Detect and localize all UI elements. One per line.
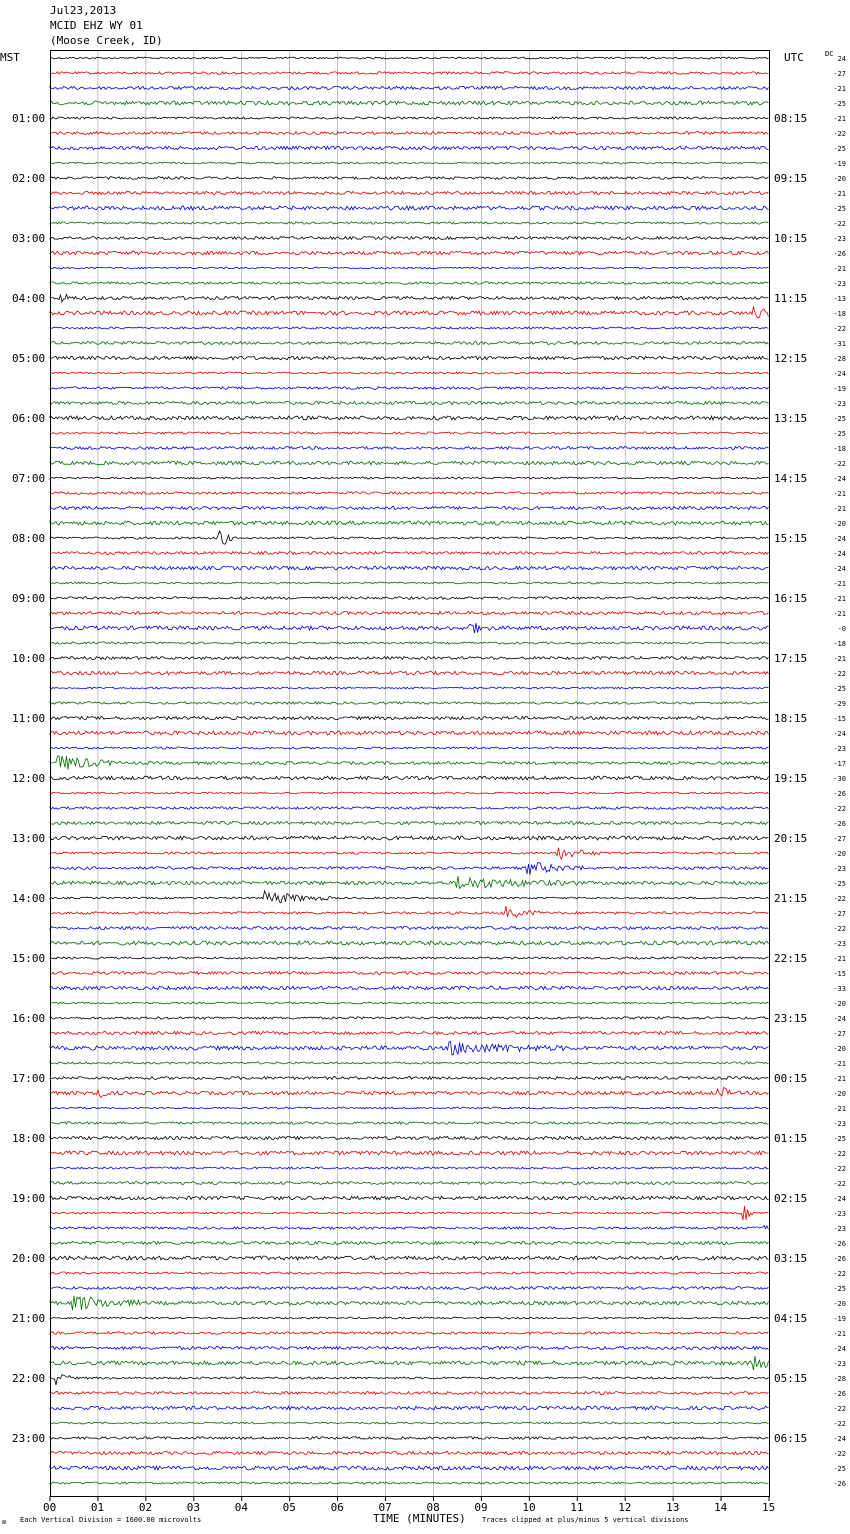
dc-offset-label: -24 xyxy=(833,535,846,543)
dc-offset-label: -31 xyxy=(833,340,846,348)
dc-offset-label: -25 xyxy=(833,145,846,153)
trace-row-42 xyxy=(50,687,769,689)
trace-row-33 xyxy=(50,552,769,555)
trace-row-21 xyxy=(50,372,769,374)
trace-row-12 xyxy=(50,237,769,240)
trace-row-7 xyxy=(50,162,769,164)
chart-date: Jul23,2013 xyxy=(50,4,117,17)
dc-offset-label: -21 xyxy=(833,580,846,588)
trace-row-53 xyxy=(50,848,769,860)
dc-offset-label: -21 xyxy=(833,505,846,513)
x-tick-label-02: 02 xyxy=(138,1501,153,1514)
trace-row-51 xyxy=(50,821,769,824)
trace-row-34 xyxy=(50,566,769,570)
trace-row-73 xyxy=(50,1151,769,1155)
left-hour-label: 09:00 xyxy=(12,592,46,605)
dc-offset-label: -23 xyxy=(833,400,846,408)
trace-row-86 xyxy=(50,1346,769,1349)
dc-offset-label: -26 xyxy=(833,1390,846,1398)
trace-row-0 xyxy=(50,57,769,59)
dc-offset-label: -25 xyxy=(833,415,846,423)
trace-row-95 xyxy=(50,1482,769,1484)
dc-offset-label: -28 xyxy=(833,1375,846,1383)
right-hour-label: 09:15 xyxy=(774,172,808,185)
right-hour-label: 02:15 xyxy=(774,1192,808,1205)
right-hour-label: 06:15 xyxy=(774,1432,808,1445)
dc-offset-label: -21 xyxy=(833,595,846,603)
trace-row-41 xyxy=(50,671,769,675)
left-hour-label: 11:00 xyxy=(12,712,46,725)
left-hour-label: 08:00 xyxy=(12,532,46,545)
trace-row-55 xyxy=(50,876,769,888)
trace-row-90 xyxy=(50,1406,769,1410)
x-tick-label-11: 11 xyxy=(570,1501,584,1514)
left-hour-label: 15:00 xyxy=(12,952,46,965)
right-hour-label: 08:15 xyxy=(774,112,808,125)
trace-row-15 xyxy=(50,282,769,285)
seismic-traces xyxy=(50,57,769,1484)
dc-offset-label: -26 xyxy=(833,790,846,798)
left-hour-label: 01:00 xyxy=(12,112,46,125)
x-axis-title: TIME (MINUTES) xyxy=(373,1512,466,1525)
right-hour-label: 00:15 xyxy=(774,1072,808,1085)
dc-offset-label: -26 xyxy=(833,1255,846,1263)
dc-offset-label: -23 xyxy=(833,1120,846,1128)
dc-offset-label: -24 xyxy=(833,370,846,378)
left-hour-label: 20:00 xyxy=(12,1252,46,1265)
x-tick-label-07: 07 xyxy=(378,1501,392,1514)
right-hour-label: 23:15 xyxy=(774,1012,808,1025)
trace-row-2 xyxy=(50,86,769,89)
left-hour-label: 12:00 xyxy=(12,772,46,785)
dc-offset-labels xyxy=(833,55,846,1488)
trace-row-57 xyxy=(50,906,769,917)
dc-offset-label: -25 xyxy=(833,1465,846,1473)
trace-row-14 xyxy=(50,267,769,269)
trace-row-81 xyxy=(50,1272,769,1274)
trace-row-1 xyxy=(50,72,769,75)
trace-row-64 xyxy=(50,1017,769,1020)
dc-offset-label: -23 xyxy=(833,1225,846,1233)
station-code: MCID EHZ WY 01 xyxy=(50,19,143,32)
trace-row-72 xyxy=(50,1136,769,1139)
trace-row-68 xyxy=(50,1077,769,1080)
trace-row-35 xyxy=(50,582,769,584)
dc-offset-label: -22 xyxy=(833,130,846,138)
left-hour-label: 05:00 xyxy=(12,352,46,365)
trace-row-82 xyxy=(50,1287,769,1290)
x-tick-label-14: 14 xyxy=(714,1501,728,1514)
trace-row-30 xyxy=(50,506,769,509)
dc-offset-label: -13 xyxy=(833,295,846,303)
right-hour-label: 17:15 xyxy=(774,652,808,665)
trace-row-80 xyxy=(50,1256,769,1260)
dc-offset-label: -26 xyxy=(833,1240,846,1248)
trace-row-48 xyxy=(50,776,769,780)
station-location: (Moose Creek, ID) xyxy=(50,34,163,47)
dc-offset-label: -20 xyxy=(833,1090,846,1098)
trace-row-38 xyxy=(50,623,769,633)
left-hour-label: 02:00 xyxy=(12,172,46,185)
trace-row-49 xyxy=(50,792,769,794)
dc-offset-label: -21 xyxy=(833,1330,846,1338)
dc-offset-label: -24 xyxy=(833,565,846,573)
dc-offset-label: -21 xyxy=(833,190,846,198)
trace-row-22 xyxy=(50,387,769,390)
trace-row-75 xyxy=(50,1182,769,1185)
trace-row-71 xyxy=(50,1122,769,1125)
trace-row-45 xyxy=(50,731,769,735)
dc-offset-label: -22 xyxy=(833,895,846,903)
dc-offset-label: -25 xyxy=(833,100,846,108)
dc-offset-label: 24 xyxy=(837,55,846,63)
dc-offset-label: -22 xyxy=(833,220,846,228)
trace-row-78 xyxy=(50,1226,769,1230)
trace-row-9 xyxy=(50,191,769,194)
trace-row-58 xyxy=(50,926,769,929)
dc-offset-label: -18 xyxy=(833,310,846,318)
dc-offset-label: -21 xyxy=(833,610,846,618)
trace-row-27 xyxy=(50,461,769,465)
trace-row-29 xyxy=(50,492,769,495)
dc-offset-label: -25 xyxy=(833,880,846,888)
dc-offset-label: -27 xyxy=(833,70,846,78)
dc-offset-label: -27 xyxy=(833,835,846,843)
trace-row-13 xyxy=(50,251,769,255)
trace-row-88 xyxy=(50,1375,769,1385)
trace-row-84 xyxy=(50,1317,769,1319)
x-tick-label-15: 15 xyxy=(762,1501,776,1514)
dc-offset-label: -21 xyxy=(833,490,846,498)
dc-offset-label: -25 xyxy=(833,205,846,213)
dc-offset-label: -22 xyxy=(833,925,846,933)
right-hour-label: 14:15 xyxy=(774,472,808,485)
dc-offset-label: -24 xyxy=(833,1195,846,1203)
trace-row-28 xyxy=(50,477,769,479)
dc-offset-label: -19 xyxy=(833,1315,846,1323)
dc-offset-label: -25 xyxy=(833,1135,846,1143)
dc-offset-label: -22 xyxy=(833,805,846,813)
trace-row-10 xyxy=(50,206,769,210)
trace-row-93 xyxy=(50,1451,769,1454)
trace-row-62 xyxy=(50,986,769,990)
dc-offset-label: -22 xyxy=(833,670,846,678)
dc-offset-label: -23 xyxy=(833,865,846,873)
trace-row-65 xyxy=(50,1031,769,1034)
dc-offset-label: -24 xyxy=(833,1345,846,1353)
corner-mark: ʍ xyxy=(2,1518,7,1526)
trace-row-25 xyxy=(50,432,769,434)
dc-offset-label: -24 xyxy=(833,1015,846,1023)
trace-row-76 xyxy=(50,1196,769,1200)
dc-offset-label: -30 xyxy=(833,775,846,783)
trace-row-3 xyxy=(50,101,769,105)
trace-row-47 xyxy=(50,756,769,770)
trace-row-60 xyxy=(50,957,769,959)
x-tick-label-10: 10 xyxy=(522,1501,536,1514)
dc-offset-label: -18 xyxy=(833,640,846,648)
right-hour-label: 21:15 xyxy=(774,892,808,905)
footer-scale-note: Each Vertical Division = 1600.00 microvolts xyxy=(20,1516,202,1524)
x-tick-label-06: 06 xyxy=(330,1501,344,1514)
dc-offset-label: -22 xyxy=(833,325,846,333)
dc-offset-label: -20 xyxy=(833,1000,846,1008)
dc-offset-label: -17 xyxy=(833,760,846,768)
trace-row-91 xyxy=(50,1422,769,1424)
right-hour-label: 11:15 xyxy=(774,292,808,305)
trace-row-39 xyxy=(50,642,769,644)
right-hour-label: 04:15 xyxy=(774,1312,808,1325)
right-hour-label: 15:15 xyxy=(774,532,808,545)
right-hour-label: 01:15 xyxy=(774,1132,808,1145)
trace-row-63 xyxy=(50,1002,769,1004)
trace-row-19 xyxy=(50,342,769,345)
right-hour-label: 22:15 xyxy=(774,952,808,965)
trace-row-8 xyxy=(50,177,769,180)
x-tick-label-13: 13 xyxy=(666,1501,680,1514)
trace-row-89 xyxy=(50,1392,769,1395)
dc-offset-label: -26 xyxy=(833,820,846,828)
dc-offset-label: -20 xyxy=(833,1300,846,1308)
trace-row-6 xyxy=(50,146,769,150)
right-hour-label: 13:15 xyxy=(774,412,808,425)
dc-offset-label: -21 xyxy=(833,265,846,273)
dc-offset-label: -21 xyxy=(833,955,846,963)
trace-row-70 xyxy=(50,1107,769,1109)
trace-row-20 xyxy=(50,356,769,360)
dc-offset-label: -21 xyxy=(833,1060,846,1068)
trace-row-17 xyxy=(50,306,769,318)
right-hour-label: 16:15 xyxy=(774,592,808,605)
dc-offset-label: -27 xyxy=(833,1030,846,1038)
left-timezone-label: MST xyxy=(0,51,20,64)
dc-offset-label: -23 xyxy=(833,1360,846,1368)
left-hour-label: 19:00 xyxy=(12,1192,46,1205)
dc-offset-label: -15 xyxy=(833,970,846,978)
left-hour-label: 04:00 xyxy=(12,292,46,305)
left-hour-label: 23:00 xyxy=(12,1432,46,1445)
left-hour-label: 14:00 xyxy=(12,892,46,905)
left-hour-label: 07:00 xyxy=(12,472,46,485)
dc-offset-label: -23 xyxy=(833,280,846,288)
dc-offset-label: -0 xyxy=(837,625,846,633)
left-hour-labels xyxy=(12,112,45,1445)
dc-offset-label: -22 xyxy=(833,1165,846,1173)
trace-row-31 xyxy=(50,521,769,525)
trace-row-69 xyxy=(50,1088,769,1098)
trace-row-67 xyxy=(50,1062,769,1064)
right-timezone-label: UTC xyxy=(784,51,804,64)
trace-row-40 xyxy=(50,657,769,660)
trace-row-66 xyxy=(50,1041,769,1055)
dc-offset-label: -20 xyxy=(833,850,846,858)
trace-row-54 xyxy=(50,863,769,875)
x-tick-label-12: 12 xyxy=(618,1501,632,1514)
x-tick-label-04: 04 xyxy=(234,1501,248,1514)
dc-offset-label: -22 xyxy=(833,1420,846,1428)
dc-offset-label: -22 xyxy=(833,460,846,468)
x-tick-label-01: 01 xyxy=(90,1501,105,1514)
trace-row-77 xyxy=(50,1206,769,1220)
dc-offset-label: -21 xyxy=(833,1075,846,1083)
trace-row-59 xyxy=(50,941,769,945)
dc-offset-label: -23 xyxy=(833,745,846,753)
dc-offset-label: -19 xyxy=(833,385,846,393)
trace-row-37 xyxy=(50,611,769,614)
dc-offset-label: -25 xyxy=(833,685,846,693)
trace-row-94 xyxy=(50,1466,769,1470)
trace-row-11 xyxy=(50,222,769,224)
x-tick-label-03: 03 xyxy=(186,1501,201,1514)
trace-row-5 xyxy=(50,132,769,135)
dc-offset-label: -28 xyxy=(833,355,846,363)
left-hour-label: 21:00 xyxy=(12,1312,46,1325)
trace-row-26 xyxy=(50,447,769,450)
x-tick-label-09: 09 xyxy=(474,1501,488,1514)
left-hour-label: 16:00 xyxy=(12,1012,46,1025)
dc-offset-label: -22 xyxy=(833,1150,846,1158)
dc-offset-label: -23 xyxy=(833,235,846,243)
left-hour-label: 17:00 xyxy=(12,1072,46,1085)
dc-offset-label: -24 xyxy=(833,475,846,483)
x-tick-label-05: 05 xyxy=(282,1501,296,1514)
right-hour-label: 20:15 xyxy=(774,832,808,845)
dc-offset-label: -24 xyxy=(833,1435,846,1443)
trace-row-85 xyxy=(50,1332,769,1335)
trace-row-32 xyxy=(50,531,769,544)
dc-offset-label: -20 xyxy=(833,175,846,183)
dc-offset-label: -33 xyxy=(833,985,846,993)
dc-offset-label: -22 xyxy=(833,1180,846,1188)
trace-row-61 xyxy=(50,972,769,975)
dc-offset-label: -21 xyxy=(833,1105,846,1113)
trace-row-18 xyxy=(50,327,769,329)
left-hour-label: 03:00 xyxy=(12,232,46,245)
footer-clip-note: Traces clipped at plus/minus 5 vertical divisions xyxy=(482,1516,689,1524)
left-hour-label: 06:00 xyxy=(12,412,46,425)
trace-row-56 xyxy=(50,891,769,903)
dc-offset-label: -27 xyxy=(833,910,846,918)
trace-row-4 xyxy=(50,117,769,119)
trace-row-16 xyxy=(50,294,769,302)
dc-offset-label: -23 xyxy=(833,1210,846,1218)
left-hour-label: 18:00 xyxy=(12,1132,46,1145)
dc-offset-label: -19 xyxy=(833,160,846,168)
dc-offset-label: -22 xyxy=(833,1450,846,1458)
left-hour-label: 13:00 xyxy=(12,832,46,845)
trace-row-24 xyxy=(50,416,769,420)
trace-row-44 xyxy=(50,716,769,719)
trace-row-36 xyxy=(50,597,769,600)
trace-row-46 xyxy=(50,747,769,749)
dc-offset-label: -29 xyxy=(833,700,846,708)
right-hour-label: 12:15 xyxy=(774,352,808,365)
dc-offset-label: -25 xyxy=(833,1285,846,1293)
trace-row-83 xyxy=(50,1296,769,1310)
dc-offset-label: -22 xyxy=(833,1270,846,1278)
dc-offset-label: -26 xyxy=(833,1480,846,1488)
right-hour-label: 10:15 xyxy=(774,232,808,245)
trace-row-50 xyxy=(50,807,769,810)
dc-column-heading: DC xyxy=(825,50,834,58)
dc-offset-label: -20 xyxy=(833,1045,846,1053)
trace-row-87 xyxy=(50,1356,769,1370)
left-hour-label: 10:00 xyxy=(12,652,46,665)
trace-row-74 xyxy=(50,1167,769,1169)
dc-offset-label: -26 xyxy=(833,250,846,258)
trace-row-79 xyxy=(50,1241,769,1244)
x-tick-label-00: 00 xyxy=(43,1501,57,1514)
left-hour-label: 22:00 xyxy=(12,1372,46,1385)
right-hour-label: 03:15 xyxy=(774,1252,808,1265)
dc-offset-label: -24 xyxy=(833,730,846,738)
dc-offset-label: -24 xyxy=(833,550,846,558)
dc-offset-label: -25 xyxy=(833,430,846,438)
x-tick-label-08: 08 xyxy=(426,1501,440,1514)
dc-offset-label: -21 xyxy=(833,655,846,663)
trace-row-92 xyxy=(50,1437,769,1440)
right-hour-label: 19:15 xyxy=(774,772,808,785)
right-hour-labels xyxy=(774,112,807,1445)
dc-offset-label: -22 xyxy=(833,1405,846,1413)
right-hour-label: 18:15 xyxy=(774,712,808,725)
dc-offset-label: -18 xyxy=(833,445,846,453)
dc-offset-label: -20 xyxy=(833,520,846,528)
dc-offset-label: -21 xyxy=(833,85,846,93)
right-hour-label: 05:15 xyxy=(774,1372,808,1385)
trace-row-43 xyxy=(50,702,769,705)
dc-offset-label: -23 xyxy=(833,940,846,948)
dc-offset-label: -15 xyxy=(833,715,846,723)
trace-row-52 xyxy=(50,836,769,840)
trace-row-23 xyxy=(50,401,769,404)
dc-offset-label: -21 xyxy=(833,115,846,123)
